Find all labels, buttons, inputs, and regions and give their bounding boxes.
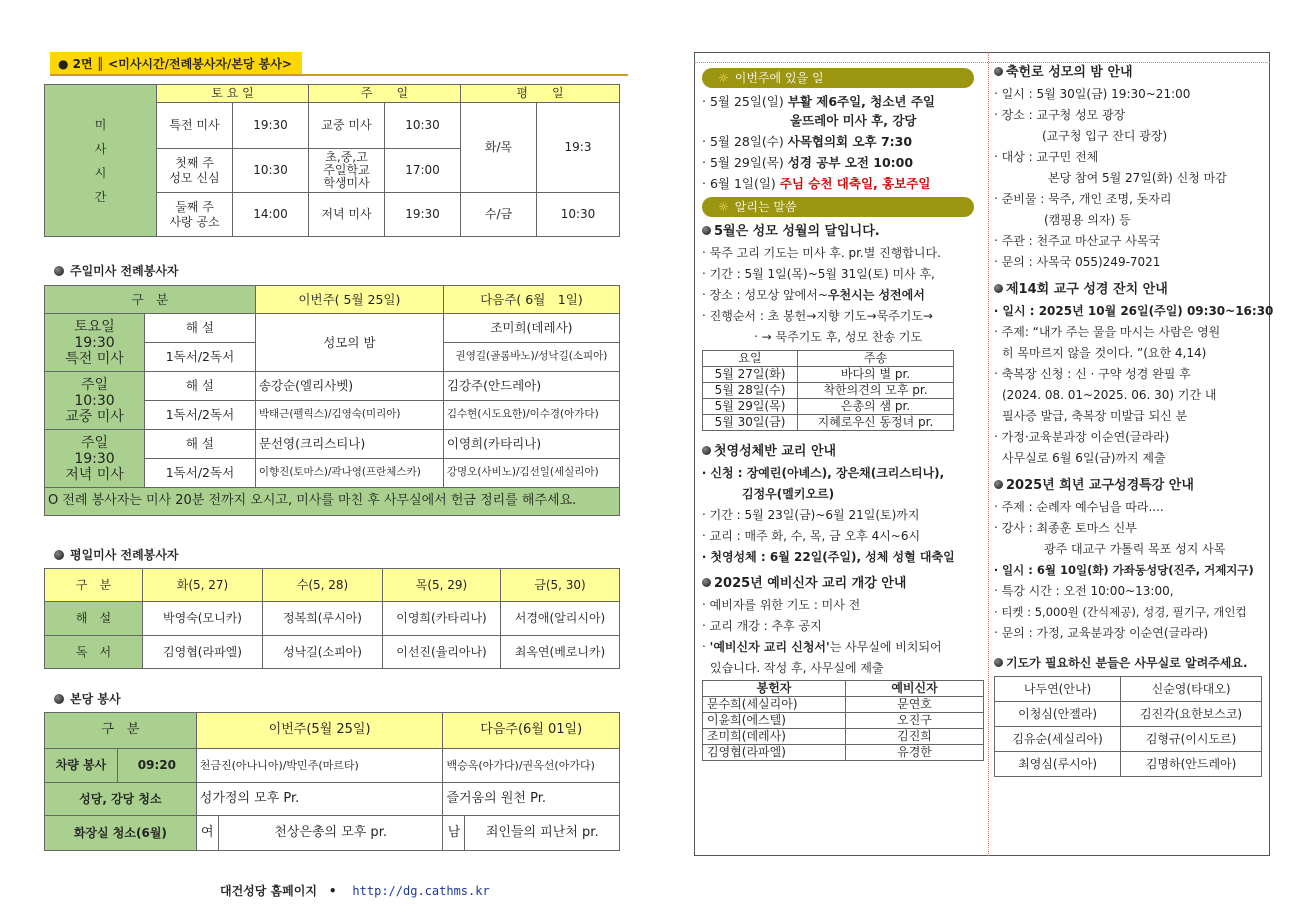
server-name: 성모의 밤 bbox=[255, 314, 443, 372]
table-cell: 문수희(세실리아) bbox=[703, 697, 846, 713]
gender-label: 남 bbox=[443, 816, 465, 851]
table-cell: 김형규(이시도르) bbox=[1121, 727, 1262, 752]
sunday-servers-title: 주일미사 전례봉사자 bbox=[54, 262, 179, 279]
mass-times-table bbox=[44, 84, 620, 237]
mass-name: 저녁 미사 bbox=[309, 193, 385, 237]
service-assignee: 성가정의 모후 Pr. bbox=[196, 783, 443, 816]
server-name: 박태근(펠릭스)/김영숙(미리아) bbox=[255, 401, 443, 430]
bullet-icon bbox=[994, 480, 1003, 489]
table-cell: 이윤희(에스텔) bbox=[703, 713, 846, 729]
table-cell: 나두연(안나) bbox=[995, 677, 1121, 702]
mass-name: 교중 미사 bbox=[309, 103, 385, 149]
mass-time: 10:30 bbox=[385, 103, 461, 149]
mass-times-label: 미 사 시 간 bbox=[45, 85, 157, 237]
table-header: 목(5, 29) bbox=[383, 569, 501, 602]
mass-time: 17:00 bbox=[385, 149, 461, 193]
week-events-header: ☼ 이번주에 있을 일 bbox=[702, 68, 974, 88]
saturday-header: 토 요 일 bbox=[157, 85, 309, 103]
mass-name: 첫째 주 성모 신심 bbox=[157, 149, 233, 193]
catechumen-table bbox=[702, 680, 984, 761]
sun-icon: ☼ bbox=[718, 71, 729, 85]
service-label: 화장실 청소(6월) bbox=[45, 816, 197, 851]
table-header: 구 분 bbox=[45, 286, 256, 314]
notices-column: ☼ 이번주에 있을 일 ‧ 5월 25일(일) 부활 제6주일, 청소년 주일 울뜨레아 미사 후, 강당 ‧ 5월 28일(수) 사목협의회 오후 7:30 ‧ 5월 29일(목) 성경 공부 오전 10:00 ‧ 6월 1일(일) 주님 승천 대축일, 홍보주일 ☼ 알리는 말씀 5월은 성모 성월의 달입니다. ‧ 묵주 고리 기도는 미사 후. pr.별 진행합니다. ‧ 기간 : 5월 1일(목)~5월 31일(토) 미사 후, ‧ 장소 : 성모상 앞에서~우천시는 성전에서 ‧ 진행순서 : 초 봉헌→지향 기도→묵주기도→ ‧ → 묵주기도 후, 성모 찬송 기도 요일 주송 5월 27일(화) 바다의 별 pr. 5월 28일(수) 착한의견의 모후 pr. 5월 29일(목) 은총의 샘 pr. 5월 30일(금) 지혜로우신 동정녀 pr. 첫영성체반 교리 안내 ‧ 신청 : 장예린(아녜스), 장은채(크리스티나), 김정우(멜키오르) ‧ 기간 : 5월 23일(금)~6월 21일(토)까지 ‧ 교리 : 매주 화, 수, 목, 금 오후 4시~6시 ‧ 첫영성체 : 6월 22일(주일), 성체 성혈 대축일 2025년 예비신자 교리 개강 안내 ‧ 예비자를 위한 기도 : 미사 전 ‧ 교리 개강 : 추후 공지 ‧ '예비신자 교리 신청서'는 사무실에 비치되어 있습니다. 작성 후, 사무실에 제출 봉헌자 예비신자 문수희(세실리아) 문연호 이윤희(에스텔) 오진구 조미희(데레사) 김진희 김영협(라파엘) 유경한 bbox=[702, 68, 982, 761]
table-cell: 지혜로우신 동정녀 pr. bbox=[798, 415, 954, 431]
server-name: 박영숙(모니카) bbox=[143, 602, 263, 636]
table-cell: 김영협(라파엘) bbox=[703, 745, 846, 761]
weekday-servers-table bbox=[44, 568, 620, 669]
bullet-icon bbox=[54, 694, 64, 704]
footer bbox=[220, 882, 490, 899]
weekday-name: 화/목 bbox=[461, 103, 537, 193]
table-cell: 김유순(세실리아) bbox=[995, 727, 1121, 752]
server-name: 송강순(엘리사벳) bbox=[255, 372, 443, 401]
role: 해 설 bbox=[145, 372, 256, 401]
service-assignee: 천금진(아나니아)/박민주(마르타) bbox=[196, 749, 443, 783]
bullet-icon bbox=[702, 446, 711, 455]
mass-time: 19:30 bbox=[385, 193, 461, 237]
table-cell: 이청심(안젤라) bbox=[995, 702, 1121, 727]
table-header: 주송 bbox=[798, 351, 954, 367]
service-assignee: 즐거움의 원천 Pr. bbox=[443, 783, 620, 816]
bullet-icon bbox=[702, 578, 711, 587]
rosary-table bbox=[702, 350, 954, 431]
service-assignee: 죄인들의 피난처 pr. bbox=[465, 816, 620, 851]
bible-festival-title: 제14회 교구 성경 잔치 안내 bbox=[994, 279, 1268, 301]
mass-name: 특전 미사 bbox=[157, 103, 233, 149]
server-name: 조미희(데레사) bbox=[443, 314, 619, 343]
service-label: 성당, 강당 청소 bbox=[45, 783, 197, 816]
server-name: 이영희(카타리나) bbox=[443, 430, 619, 459]
service-time: 09:20 bbox=[118, 749, 197, 783]
server-name: 이향진(토마스)/곽나영(프란체스카) bbox=[255, 459, 443, 488]
bullet-icon bbox=[994, 67, 1003, 76]
server-name: 김영협(라파엘) bbox=[143, 636, 263, 669]
note: O 전례 봉사자는 미사 20분 전까지 오시고, 미사를 마친 후 사무실에서 헌금 정리를 해주세요. bbox=[45, 488, 620, 516]
prayer-table bbox=[994, 676, 1262, 777]
catechumen-title: 2025년 예비신자 교리 개강 안내 bbox=[702, 573, 982, 595]
server-name: 정복희(루시아) bbox=[263, 602, 383, 636]
weekday-servers-title: 평일미사 전례봉사자 bbox=[54, 546, 179, 563]
mass-name: 초,중,고 주일학교 학생미사 bbox=[309, 149, 385, 193]
bullet-icon bbox=[702, 226, 711, 235]
bullet-icon bbox=[54, 550, 64, 560]
weekday-time: 19:3 bbox=[537, 103, 620, 193]
table-cell: 착한의견의 모후 pr. bbox=[798, 383, 954, 399]
server-name: 문선영(크리스티나) bbox=[255, 430, 443, 459]
mass-time: 14:00 bbox=[233, 193, 309, 237]
table-cell: 김진희 bbox=[846, 729, 984, 745]
parish-service-title: 본당 봉사 bbox=[54, 690, 121, 707]
server-name: 강명오(사비노)/김선일(세실리아) bbox=[443, 459, 619, 488]
table-cell: 유경한 bbox=[846, 745, 984, 761]
service-assignee: 천상은총의 모후 pr. bbox=[218, 816, 443, 851]
table-cell: 은총의 샘 pr. bbox=[798, 399, 954, 415]
role: 1독서/2독서 bbox=[145, 401, 256, 430]
table-cell: 오진구 bbox=[846, 713, 984, 729]
footer-label: 대건성당 홈페이지 • bbox=[220, 884, 349, 898]
server-name: 김강주(안드레아) bbox=[443, 372, 619, 401]
role: 해 설 bbox=[145, 314, 256, 343]
gender-label: 여 bbox=[196, 816, 218, 851]
table-header: 다음주(6월 01일) bbox=[443, 713, 620, 749]
table-cell: 바다의 별 pr. bbox=[798, 367, 954, 383]
table-cell: 조미희(데레사) bbox=[703, 729, 846, 745]
bullet-icon bbox=[994, 284, 1003, 293]
table-cell: 5월 27일(화) bbox=[703, 367, 798, 383]
table-header: 요일 bbox=[703, 351, 798, 367]
festival-title: 축헌로 성모의 밤 안내 bbox=[994, 62, 1268, 84]
table-header: 이번주(5월 25일) bbox=[196, 713, 443, 749]
sunday-servers-table bbox=[44, 285, 620, 516]
sunday-header: 주 일 bbox=[309, 85, 461, 103]
table-cell: 김진각(요한보스코) bbox=[1121, 702, 1262, 727]
parish-service-table bbox=[44, 712, 620, 851]
server-name: 이선진(율리아나) bbox=[383, 636, 501, 669]
table-header: 구 분 bbox=[45, 713, 197, 749]
table-header: 다음주( 6월 1일) bbox=[443, 286, 619, 314]
mass-label: 토요일 19:30 특전 미사 bbox=[45, 314, 145, 372]
role: 1독서/2독서 bbox=[145, 343, 256, 372]
mass-time: 10:30 bbox=[233, 149, 309, 193]
section-header: ● 2면 ║ <미사시간/전례봉사자/본당 봉사> bbox=[50, 52, 302, 75]
table-header: 수(5, 28) bbox=[263, 569, 383, 602]
table-header: 예비신자 bbox=[846, 681, 984, 697]
server-name: 성낙길(소피아) bbox=[263, 636, 383, 669]
table-cell: 5월 30일(금) bbox=[703, 415, 798, 431]
role: 해 설 bbox=[45, 602, 143, 636]
prayer-title: 기도가 필요하신 분들은 사무실로 알려주세요. bbox=[994, 652, 1268, 674]
lecture-title: 2025년 희년 교구성경특강 안내 bbox=[994, 475, 1268, 497]
table-header: 금(5, 30) bbox=[501, 569, 620, 602]
table-cell: 문연호 bbox=[846, 697, 984, 713]
server-name: 권영길(골롬바노)/성낙길(소피아) bbox=[443, 343, 619, 372]
role: 1독서/2독서 bbox=[145, 459, 256, 488]
server-name: 최옥연(베로니카) bbox=[501, 636, 620, 669]
homepage-link[interactable]: http://dg.cathms.kr bbox=[352, 884, 490, 898]
mass-label: 주일 19:30 저녁 미사 bbox=[45, 430, 145, 488]
bullet-icon bbox=[994, 658, 1003, 667]
service-label: 차량 봉사 bbox=[45, 749, 118, 783]
server-name: 서경애(알리시아) bbox=[501, 602, 620, 636]
communion-title: 첫영성체반 교리 안내 bbox=[702, 441, 982, 463]
server-name: 이영희(카타리나) bbox=[383, 602, 501, 636]
table-header: 화(5, 27) bbox=[143, 569, 263, 602]
sun-icon: ☼ bbox=[718, 200, 729, 214]
table-cell: 5월 29일(목) bbox=[703, 399, 798, 415]
weekday-name: 수/금 bbox=[461, 193, 537, 237]
bullet-icon bbox=[54, 266, 64, 276]
service-assignee: 백승옥(아가다)/권옥선(아가다) bbox=[443, 749, 620, 783]
weekday-header: 평 일 bbox=[461, 85, 620, 103]
table-cell: 신순영(타대오) bbox=[1121, 677, 1262, 702]
table-cell: 5월 28일(수) bbox=[703, 383, 798, 399]
role: 해 설 bbox=[145, 430, 256, 459]
table-cell: 김명하(안드레아) bbox=[1121, 752, 1262, 777]
table-header: 이번주( 5월 25일) bbox=[255, 286, 443, 314]
server-name: 김수현(시도요한)/이수경(아가다) bbox=[443, 401, 619, 430]
table-header: 구 분 bbox=[45, 569, 143, 602]
mass-time: 19:30 bbox=[233, 103, 309, 149]
header-underline bbox=[50, 74, 628, 76]
mass-label: 주일 10:30 교중 미사 bbox=[45, 372, 145, 430]
mary-month-title: 5월은 성모 성월의 달입니다. bbox=[702, 221, 982, 243]
events-column: 축헌로 성모의 밤 안내 ‧ 일시 : 5월 30일(금) 19:30~21:00 ‧ 장소 : 교구청 성모 광장 (교구청 입구 잔디 광장) ‧ 대상 : 교구민 전체 본당 참여 5월 27일(화) 신청 마감 ‧ 준비물 : 묵주, 개인 조명, 돗자리 (캠핑용 의자) 등 ‧ 주관 : 천주교 마산교구 사목국 ‧ 문의 : 사목국 055)249-7021 제14회 교구 성경 잔치 안내 ‧ 일시 : 2025년 10월 26일(주일) 09:30~16:30 ‧ 주제: “내가 주는 물을 마시는 사람은 영원 히 목마르지 않을 것이다. ”(요한 4,14) ‧ 축복장 신청 : 신 · 구약 성경 완필 후 (2024. 08. 01~2025. 06. 30) 기간 내 필사증 발급, 축복장 미발급 되신 분 ‧ 가정·교육분과장 이순연(글라라) 사무실로 6월 6일(금)까지 제출 2025년 희년 교구성경특강 안내 ‧ 주제 : 순례자 예수님을 따라.... ‧ 강사 : 최종훈 토마스 신부 광주 대교구 가톨릭 목포 성지 사목 ‧ 일시 : 6월 10일(화) 가좌동성당(진주, 거제지구) ‧ 특강 시간 : 오전 10:00~13:00, ‧ 티켓 : 5,000원 (간식제공), 성경, 필기구, 개인컵 ‧ 문의 : 가정, 교육분과장 이순연(글라라) 기도가 필요하신 분들은 사무실로 알려주세요. 나두연(안나) 신순영(타대오) 이청심(안젤라) 김진각(요한보스코) 김유순(세실리아) 김형규(이시도르) 최영심(루시아) 김명하(안드레아) bbox=[994, 62, 1268, 777]
table-header: 봉헌자 bbox=[703, 681, 846, 697]
notices-header: ☼ 알리는 말씀 bbox=[702, 197, 974, 217]
table-cell: 최영심(루시아) bbox=[995, 752, 1121, 777]
role: 독 서 bbox=[45, 636, 143, 669]
column-divider bbox=[988, 52, 989, 856]
weekday-time: 10:30 bbox=[537, 193, 620, 237]
mass-name: 둘째 주 사랑 공소 bbox=[157, 193, 233, 237]
